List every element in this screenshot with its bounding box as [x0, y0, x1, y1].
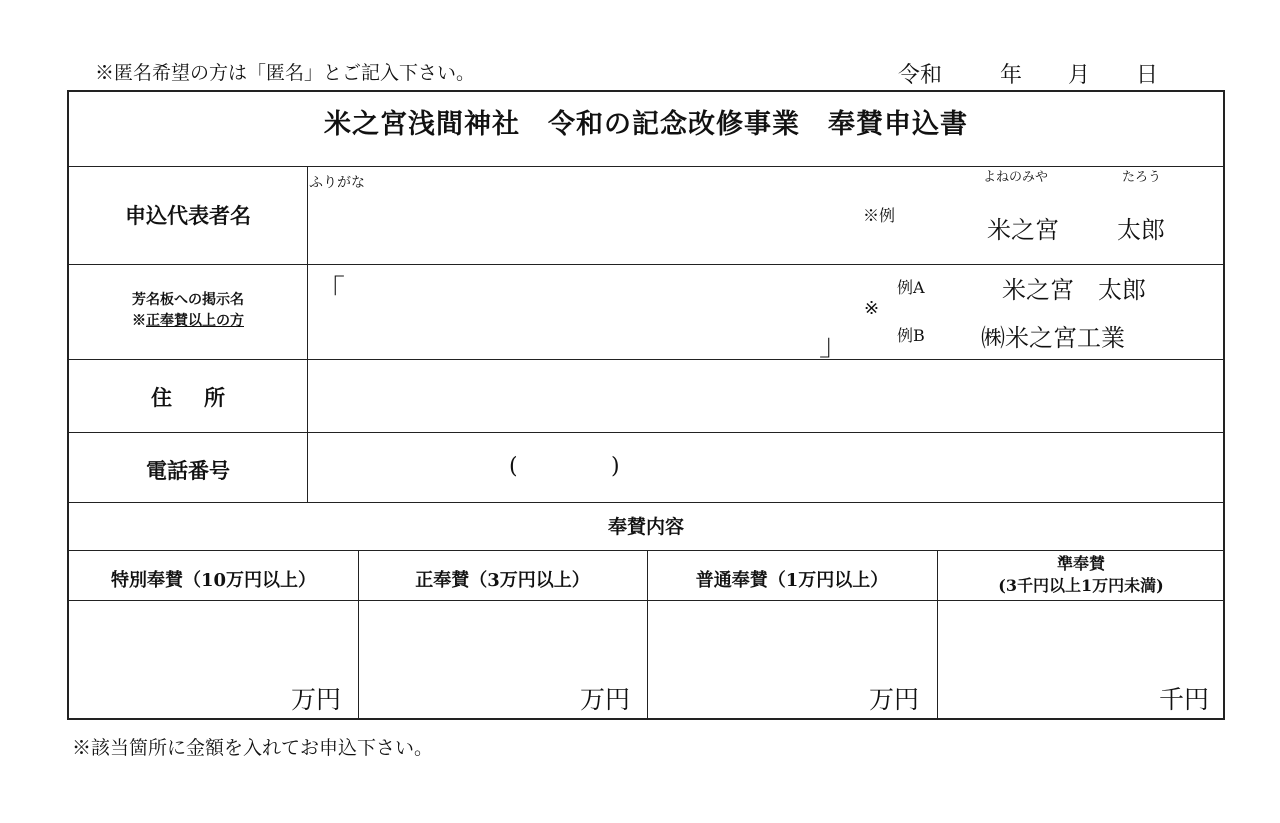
unit-label: 万円 [580, 685, 631, 714]
amount-instruction-note: ※該当箇所に金額を入れてお申込下さい。 [72, 737, 434, 759]
example-a-value: 米之宮 太郎 [1002, 276, 1146, 304]
anonymous-note: ※匿名希望の方は「匿名」とご記入下さい。 [95, 62, 476, 84]
example-given-name: 太郎 [1117, 216, 1165, 244]
board-example-mark: ※ [864, 298, 880, 319]
associate-donation-header-line2: (3千円以上1万円未満) [998, 576, 1164, 595]
form-title: 米之宮浅間神社 令和の記念改修事業 奉賛申込書 [324, 109, 968, 140]
example-surname: 米之宮 [987, 216, 1059, 244]
phone-field[interactable] [310, 435, 1220, 499]
board-name-label [69, 290, 307, 332]
regular-donation-header: 正奉賛（3万円以上） [415, 570, 590, 591]
label-column-divider [307, 166, 308, 502]
board-name-label-line2: 正奉賛以上の方 [146, 313, 244, 329]
unit-label: 万円 [869, 685, 920, 714]
board-name-label-prefix: ※ [132, 313, 146, 329]
applicant-name-label: 申込代表者名 [125, 203, 251, 228]
standard-donation-header: 普通奉賛（1万円以上） [695, 570, 889, 591]
date-day-label: 日 [1136, 63, 1159, 88]
example-b-label: 例B [897, 326, 925, 345]
furigana-label: ふりがな [309, 175, 365, 191]
row-divider [69, 502, 1223, 503]
address-field[interactable] [310, 362, 1220, 430]
address-label: 住所 [151, 385, 257, 410]
donation-content-label: 奉賛内容 [607, 516, 684, 538]
row-divider [69, 432, 1223, 433]
special-donation-header: 特別奉賛（10万円以上） [110, 570, 317, 591]
date-month-label: 月 [1068, 63, 1091, 88]
phone-label: 電話番号 [146, 458, 230, 483]
example-furigana-given: たろう [1122, 170, 1162, 185]
associate-donation-header-line1: 準奉賛 [1056, 554, 1105, 573]
phone-paren-open: ( [509, 454, 518, 479]
date-era: 令和 [898, 63, 943, 88]
board-name-label-line1: 芳名板への掲示名 [132, 292, 244, 308]
row-divider [69, 166, 1223, 167]
unit-label: 万円 [291, 685, 342, 714]
bracket-close: 」 [819, 328, 849, 363]
application-form [67, 90, 1225, 720]
associate-donation-header [937, 553, 1225, 597]
example-b-value: ㈱米之宮工業 [981, 324, 1125, 352]
example-furigana-surname: よねのみや [983, 170, 1049, 185]
row-divider [69, 550, 1223, 551]
phone-paren-close: ) [611, 454, 620, 479]
date-year-label: 年 [1000, 63, 1023, 88]
row-divider [69, 264, 1223, 265]
row-divider [69, 600, 1223, 601]
bracket-open: 「 [315, 274, 345, 309]
row-divider [69, 359, 1223, 360]
unit-label: 千円 [1159, 685, 1210, 714]
example-mark: ※例 [863, 206, 896, 225]
example-a-label: 例A [897, 278, 925, 297]
board-name-field[interactable] [339, 274, 809, 352]
applicant-name-field[interactable] [309, 188, 849, 258]
